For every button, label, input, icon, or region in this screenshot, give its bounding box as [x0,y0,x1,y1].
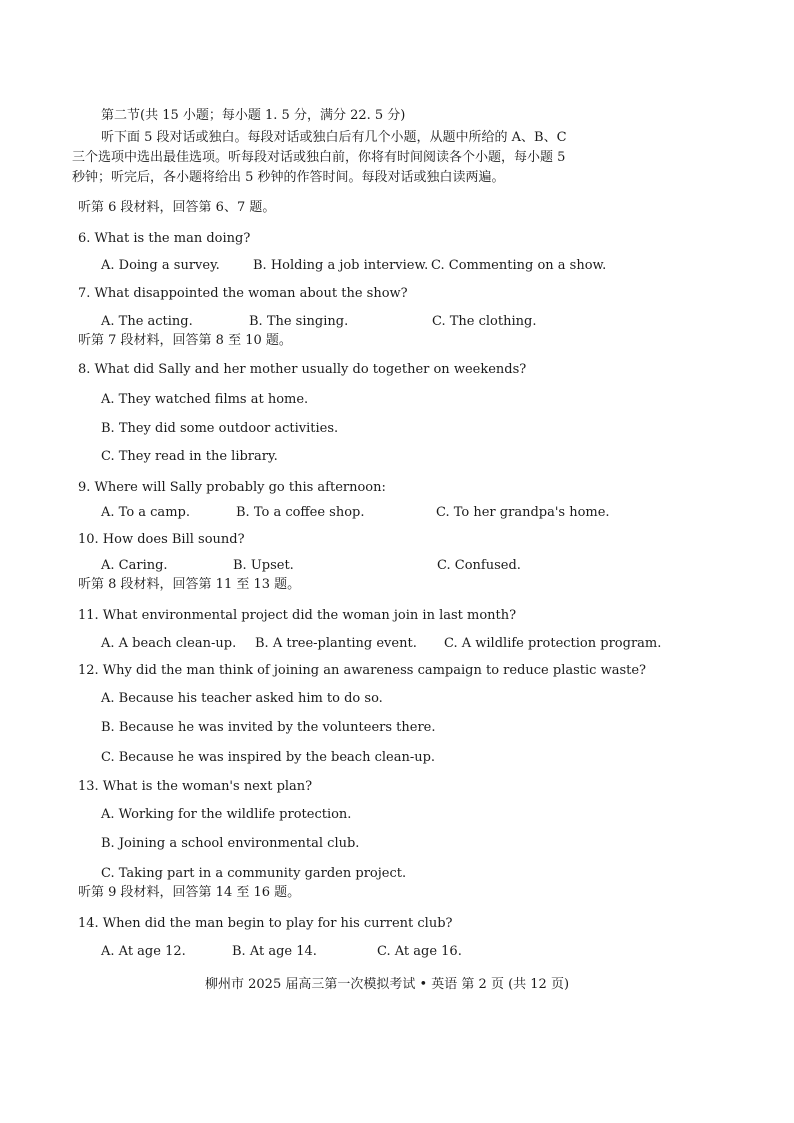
option-11a: A. A beach clean-up. [101,636,237,651]
option-12b: B. Because he was invited by the volunteers there. [101,720,436,735]
segment-heading: 听第 8 段材料，回答第 11 至 13 题。 [78,577,301,592]
option-10a: A. Caring. [101,558,168,573]
page-footer: 柳州市 2025 届高三第一次模拟考试 • 英语 第 2 页 (共 12 页) [205,977,570,992]
instruction-line: 听下面 5 段对话或独白。每段对话或独白后有几个小题，从题中所给的 A、B、C [101,130,567,145]
question-8: 8. What did Sally and her mother usually do together on weekends? [78,362,527,377]
option-6c: C. Commenting on a show. [431,258,607,273]
segment-heading: 听第 7 段材料，回答第 8 至 10 题。 [78,333,292,348]
option-9c: C. To her grandpa's home. [436,505,610,520]
section-header: 第二节(共 15 小题；每小题 1. 5 分，满分 22. 5 分) [101,108,406,123]
option-13c: C. Taking part in a community garden project. [101,866,407,881]
question-6: 6. What is the man doing? [78,231,251,246]
option-11c: C. A wildlife protection program. [444,636,662,651]
option-9b: B. To a coffee shop. [236,505,365,520]
option-13b: B. Joining a school environmental club. [101,836,360,851]
option-11b: B. A tree-planting event. [255,636,417,651]
option-10b: B. Upset. [233,558,294,573]
option-7a: A. The acting. [101,314,193,329]
segment-heading: 听第 6 段材料，回答第 6、7 题。 [78,200,276,215]
option-10c: C. Confused. [437,558,521,573]
option-12c: C. Because he was inspired by the beach clean-up. [101,750,436,765]
question-13: 13. What is the woman's next plan? [78,779,313,794]
option-14c: C. At age 16. [377,944,462,959]
option-6b: B. Holding a job interview. [253,258,429,273]
instruction-line: 三个选项中选出最佳选项。听每段对话或独白前，你将有时间阅读各个小题，每小题 5 [72,150,566,165]
option-13a: A. Working for the wildlife protection. [101,807,352,822]
question-14: 14. When did the man begin to play for his current club? [78,916,453,931]
question-12: 12. Why did the man think of joining an awareness campaign to reduce plastic waste? [78,663,647,678]
option-7c: C. The clothing. [432,314,537,329]
option-8a: A. They watched films at home. [101,392,309,407]
option-14b: B. At age 14. [232,944,317,959]
question-9: 9. Where will Sally probably go this afternoon: [78,480,386,495]
question-11: 11. What environmental project did the woman join in last month? [78,608,517,623]
option-8b: B. They did some outdoor activities. [101,421,339,436]
option-14a: A. At age 12. [101,944,186,959]
option-7b: B. The singing. [249,314,349,329]
option-8c: C. They read in the library. [101,449,278,464]
option-9a: A. To a camp. [101,505,190,520]
segment-heading: 听第 9 段材料，回答第 14 至 16 题。 [78,885,301,900]
question-10: 10. How does Bill sound? [78,532,245,547]
option-12a: A. Because his teacher asked him to do so. [101,691,383,706]
option-6a: A. Doing a survey. [101,258,220,273]
question-7: 7. What disappointed the woman about the show? [78,286,408,301]
instruction-line: 秒钟；听完后，各小题将给出 5 秒钟的作答时间。每段对话或独白读两遍。 [72,170,505,185]
